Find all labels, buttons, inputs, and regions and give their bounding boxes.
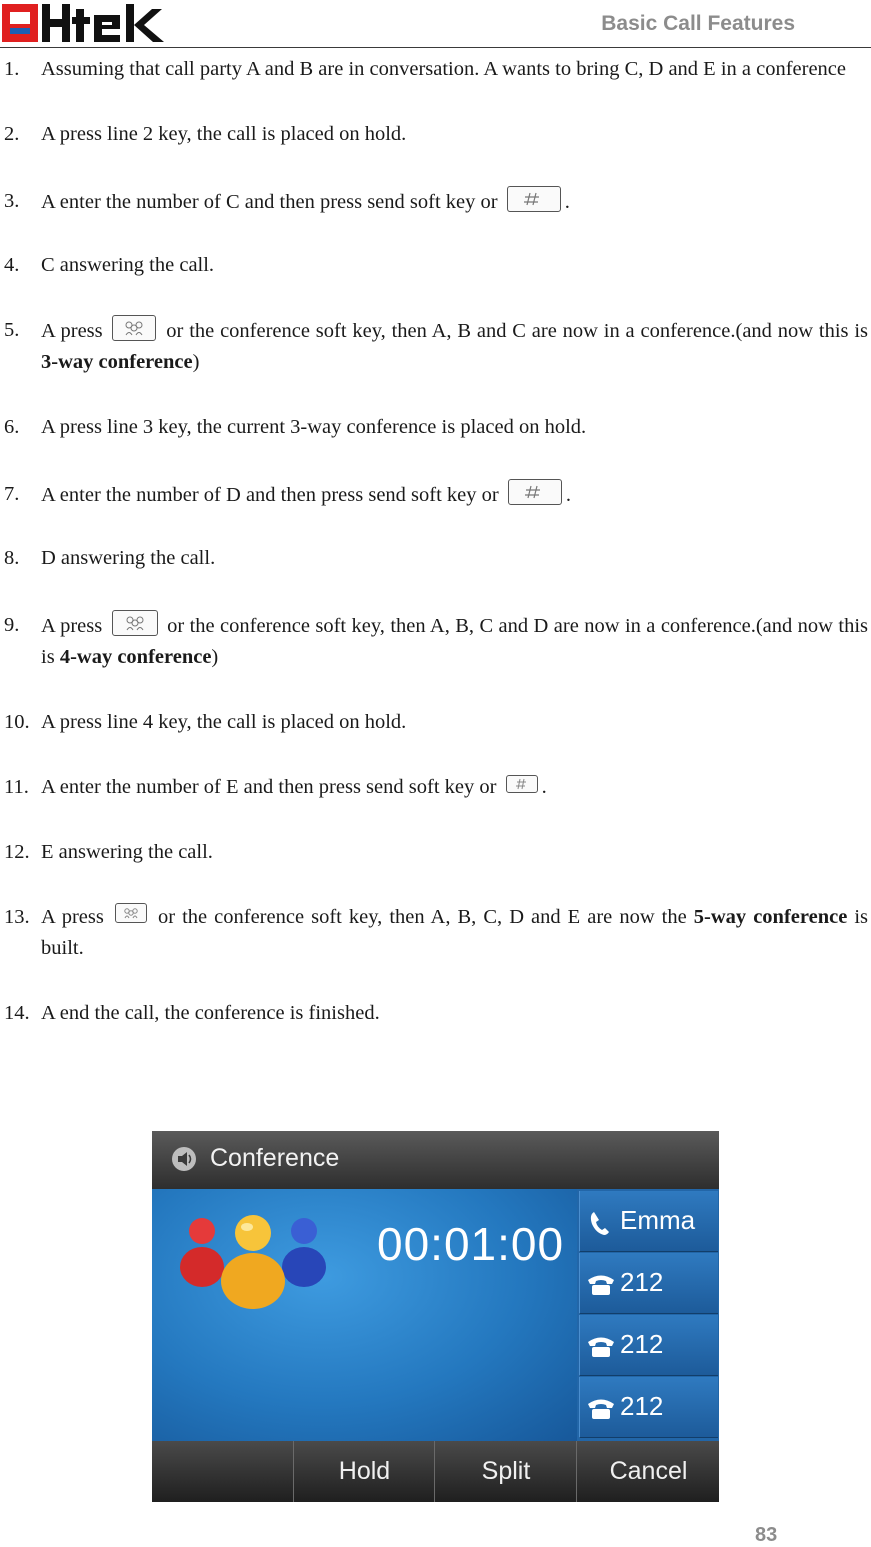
line-key-212-3[interactable]: 212 xyxy=(579,1377,718,1438)
conference-key-icon xyxy=(112,315,156,341)
step-12: 12. E answering the call. xyxy=(4,841,213,863)
desk-phone-icon xyxy=(586,1333,616,1359)
softkey-hold[interactable]: Hold xyxy=(293,1441,435,1502)
line-key-emma[interactable]: Emma xyxy=(579,1191,718,1252)
softkey-cancel[interactable]: Cancel xyxy=(576,1441,719,1502)
conference-key-icon xyxy=(115,903,147,923)
phone-titlebar xyxy=(152,1131,719,1189)
page-header xyxy=(0,0,871,48)
step-2: 2. A press line 2 key, the call is placed on hold. xyxy=(4,123,407,145)
desk-phone-icon xyxy=(586,1395,616,1421)
conference-key-icon xyxy=(112,610,158,636)
step-10: 10. A press line 4 key, the call is placed on hold. xyxy=(4,711,407,733)
step-6: 6. A press line 3 key, the current 3-way conference is placed on hold. xyxy=(4,416,587,438)
procedure-steps xyxy=(0,54,871,1029)
step-3: 3. A enter the number of C and then press send soft key or . xyxy=(0,186,871,218)
conference-avatar-icon xyxy=(178,1201,328,1311)
line-key-212-1[interactable]: 212 xyxy=(579,1253,718,1314)
call-timer: 00:01:00 xyxy=(377,1218,565,1270)
softkey-empty[interactable] xyxy=(152,1441,293,1502)
step-13: 13. A press or the conference soft key, then A, B, C, D and E are now the 5-way conference is built. xyxy=(0,902,871,964)
step-14: 14. A end the call, the conference is finished. xyxy=(4,1002,380,1024)
step-4: 4. C answering the call. xyxy=(4,254,215,276)
step-8: 8. D answering the call. xyxy=(4,547,216,569)
step-5: 5. A press or the conference soft key, then A, B and C are now in a conference.(and now this is 3-way conference) xyxy=(0,315,871,378)
step-1: 1. Assuming that call party A and B are in conversation. A wants to bring C, D and E in a conference xyxy=(4,58,847,80)
section-title: Basic Call Features xyxy=(601,12,795,35)
send-key-icon xyxy=(507,186,561,212)
line-key-column xyxy=(577,1189,719,1441)
page-number: 83 xyxy=(755,1524,778,1546)
header-divider xyxy=(0,47,871,48)
line-key-212-2[interactable]: 212 xyxy=(579,1315,718,1376)
handset-icon xyxy=(586,1209,614,1237)
send-key-icon xyxy=(506,775,538,793)
desk-phone-icon xyxy=(586,1271,616,1297)
step-7: 7. A enter the number of D and then press send soft key or . xyxy=(0,479,871,511)
step-9: 9. A press or the conference soft key, then A, B, C and D are now in a conference.(and now this is 4-way conference) xyxy=(0,610,871,673)
phone-title: Conference xyxy=(210,1144,340,1172)
softkey-bar xyxy=(152,1441,719,1502)
softkey-split[interactable]: Split xyxy=(434,1441,577,1502)
htek-logo xyxy=(2,3,192,43)
phone-screen-conference xyxy=(152,1131,719,1502)
call-area xyxy=(152,1189,577,1441)
step-11: 11. A enter the number of E and then press send soft key or . xyxy=(4,776,547,798)
conference-speaker-icon xyxy=(170,1145,198,1173)
send-key-icon xyxy=(508,479,562,505)
